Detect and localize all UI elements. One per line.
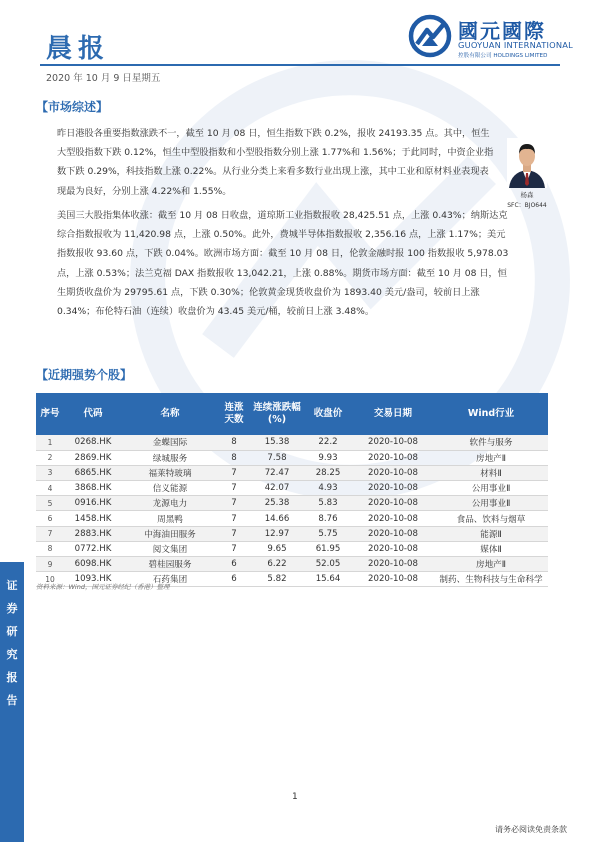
cell-code: 0772.HK: [64, 541, 122, 556]
cell-change-pct: 72.47: [250, 465, 304, 480]
cell-trade-date: 2020-10-08: [352, 496, 434, 511]
cell-industry: 材料Ⅱ: [434, 465, 548, 480]
cell-code: 6098.HK: [64, 557, 122, 572]
col-header-wind-industry: Wind行业: [434, 393, 548, 435]
cell-trade-date: 2020-10-08: [352, 541, 434, 556]
cell-index: 2: [36, 450, 64, 465]
strong-stocks-heading: 【近期强势个股】: [36, 368, 133, 382]
side-label-text: 证 券 研 究 报 告: [6, 579, 18, 707]
cell-index: 6: [36, 511, 64, 526]
cell-trade-date: 2020-10-08: [352, 450, 434, 465]
cell-trade-date: 2020-10-08: [352, 465, 434, 480]
cell-up-days: 7: [218, 541, 250, 556]
cell-change-pct: 15.38: [250, 435, 304, 450]
col-header-trade-date: 交易日期: [352, 393, 434, 435]
company-logo: [408, 14, 578, 62]
cell-index: 10: [36, 572, 64, 587]
cell-industry: 软件与服务: [434, 435, 548, 450]
cell-up-days: 6: [218, 557, 250, 572]
table-row: [36, 496, 548, 511]
cell-name: 碧桂园服务: [122, 557, 218, 572]
cell-index: 1: [36, 435, 64, 450]
report-date: 2020 年 10 月 9 日星期五: [46, 73, 161, 84]
cell-trade-date: 2020-10-08: [352, 511, 434, 526]
cell-up-days: 7: [218, 511, 250, 526]
cell-close-price: 4.93: [304, 481, 352, 496]
cell-index: 4: [36, 481, 64, 496]
cell-index: 7: [36, 526, 64, 541]
cell-industry: 公用事业Ⅱ: [434, 496, 548, 511]
market-overview-paragraph-global: 美国三大股指集体收涨：截至 10 月 08 日收盘，道琼斯工业指数报收 28,425.51 点，上涨 0.43%；纳斯达克综合指数报收为 11,420.98 点，上涨 0.50%。此外，费城半导体指数报收 2,356.16 点，上涨 1.17%；美元指数报收 93.60 点，下跌 0.04%。欧洲市场方面：截至 10 月 08 日，伦敦金融时报 100 指数报收 5,978.03 点，上涨 0.53%；法兰克福 DAX 指数报收 13,042.21，上涨 0.88%。期货市场方面：截至 10 月 08 日，恒生期货收盘价为 29795.61 点，下跌 0.30%；伦敦黄金现货收盘价为 1893.40 美元/盎司，较前日上涨 0.34%；布伦特石油（连续）收盘价为 43.45 美元/桶，较前日上涨 3.48%。: [57, 210, 509, 318]
cell-name: 福莱特玻璃: [122, 465, 218, 480]
cell-trade-date: 2020-10-08: [352, 572, 434, 587]
cell-name: 石药集团: [122, 572, 218, 587]
cell-close-price: 22.2: [304, 435, 352, 450]
table-row: [36, 526, 548, 541]
logo-english-name: GUOYUAN INTERNATIONAL: [458, 40, 573, 50]
cell-code: 2883.HK: [64, 526, 122, 541]
cell-close-price: 5.83: [304, 496, 352, 511]
cell-trade-date: 2020-10-08: [352, 435, 434, 450]
data-source-note: 资料来源：Wind，国元证券经纪（香港）整理: [36, 583, 170, 591]
market-overview-paragraph-hk: 昨日港股各重要指数涨跌不一，截至 10 月 08 日，恒生指数下跌 0.2%，报收 24193.35 点。其中，恒生大型股指数下跌 0.12%，恒生中型股指数和小型股指数分别上涨 1.77%和 1.56%；于此同时，中资企业指数下跌 0.29%，科技指数上涨 0.22%。从行业分类上来看多数行业出现上涨，其中工业和原材料业表现表现最为良好，分别上涨 4.22%和 1.55%。: [57, 128, 494, 197]
cell-industry: 食品、饮料与烟草: [434, 511, 548, 526]
cell-name: 龙源电力: [122, 496, 218, 511]
cell-change-pct: 25.38: [250, 496, 304, 511]
cell-index: 9: [36, 557, 64, 572]
cell-code: 3868.HK: [64, 481, 122, 496]
cell-close-price: 52.05: [304, 557, 352, 572]
cell-change-pct: 14.66: [250, 511, 304, 526]
table-row: [36, 481, 548, 496]
col-header-index: 序号: [36, 393, 64, 435]
table-header-row: [36, 393, 548, 435]
report-title: 晨报: [46, 34, 111, 64]
strong-stocks-table: [36, 393, 548, 587]
cell-trade-date: 2020-10-08: [352, 557, 434, 572]
guoyuan-logo-icon: [408, 14, 452, 58]
cell-up-days: 6: [218, 572, 250, 587]
cell-change-pct: 12.97: [250, 526, 304, 541]
page-number: 1: [292, 792, 298, 802]
cell-industry: 制药、生物科技与生命科学: [434, 572, 548, 587]
cell-close-price: 8.76: [304, 511, 352, 526]
logo-chinese-name: 國元國際: [458, 19, 546, 43]
cell-close-price: 9.93: [304, 450, 352, 465]
cell-industry: 房地产Ⅱ: [434, 557, 548, 572]
cell-code: 1093.HK: [64, 572, 122, 587]
cell-name: 中海油田服务: [122, 526, 218, 541]
col-header-code: 代码: [64, 393, 122, 435]
table-row: [36, 450, 548, 465]
cell-change-pct: 5.82: [250, 572, 304, 587]
table-row: [36, 511, 548, 526]
cell-code: 0916.HK: [64, 496, 122, 511]
cell-name: 金蝶国际: [122, 435, 218, 450]
header-divider: [40, 64, 560, 66]
cell-industry: 媒体Ⅱ: [434, 541, 548, 556]
cell-change-pct: 7.58: [250, 450, 304, 465]
market-overview-heading: 【市场综述】: [36, 100, 109, 114]
cell-name: 绿城服务: [122, 450, 218, 465]
cell-close-price: 61.95: [304, 541, 352, 556]
table-row: [36, 557, 548, 572]
cell-trade-date: 2020-10-08: [352, 481, 434, 496]
cell-up-days: 7: [218, 496, 250, 511]
col-header-up-days: 连涨天数: [218, 393, 250, 435]
disclaimer-link[interactable]: 请务必阅读免责条款: [495, 825, 567, 834]
cell-change-pct: 6.22: [250, 557, 304, 572]
cell-name: 阅文集团: [122, 541, 218, 556]
col-header-close-price: 收盘价: [304, 393, 352, 435]
cell-up-days: 7: [218, 481, 250, 496]
cell-up-days: 7: [218, 526, 250, 541]
table-row: [36, 465, 548, 480]
cell-change-pct: 42.07: [250, 481, 304, 496]
cell-close-price: 15.64: [304, 572, 352, 587]
col-header-name: 名称: [122, 393, 218, 435]
analyst-photo: [507, 138, 547, 188]
cell-name: 周黑鸭: [122, 511, 218, 526]
cell-up-days: 7: [218, 465, 250, 480]
analyst-name: 杨森: [520, 191, 534, 199]
analyst-card: [505, 138, 549, 209]
cell-name: 信义能源: [122, 481, 218, 496]
side-label: [0, 574, 24, 712]
cell-code: 1458.HK: [64, 511, 122, 526]
analyst-sfc-number: SFC：BJO644: [507, 202, 547, 209]
cell-index: 3: [36, 465, 64, 480]
cell-close-price: 28.25: [304, 465, 352, 480]
table-row: [36, 541, 548, 556]
cell-up-days: 8: [218, 450, 250, 465]
cell-change-pct: 9.65: [250, 541, 304, 556]
cell-industry: 公用事业Ⅱ: [434, 481, 548, 496]
cell-trade-date: 2020-10-08: [352, 526, 434, 541]
cell-close-price: 5.75: [304, 526, 352, 541]
col-header-change-pct: 连续涨跌幅(%): [250, 393, 304, 435]
cell-code: 0268.HK: [64, 435, 122, 450]
cell-industry: 房地产Ⅱ: [434, 450, 548, 465]
logo-subtitle: 控股有限公司 HOLDINGS LIMITED: [458, 53, 548, 59]
cell-index: 8: [36, 541, 64, 556]
cell-up-days: 8: [218, 435, 250, 450]
cell-index: 5: [36, 496, 64, 511]
cell-industry: 能源Ⅱ: [434, 526, 548, 541]
cell-code: 2869.HK: [64, 450, 122, 465]
cell-code: 6865.HK: [64, 465, 122, 480]
table-row: [36, 435, 548, 450]
